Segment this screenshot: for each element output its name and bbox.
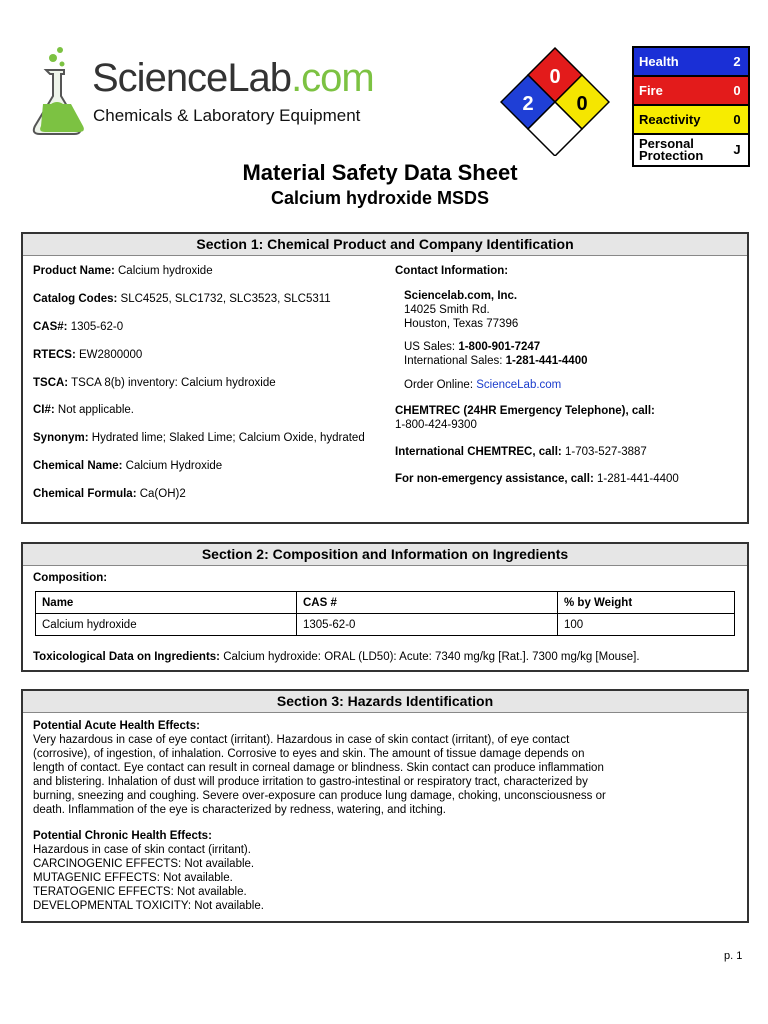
section-2 (21, 542, 749, 672)
product-name: Product Name: Calcium hydroxide (33, 265, 213, 277)
company-name: Sciencelab.com, Inc. (404, 290, 518, 302)
acute-effects-label: Potential Acute Health Effects: (33, 720, 200, 732)
nfpa-fire-value: 0 (549, 66, 561, 88)
column-header: % by Weight (558, 592, 735, 614)
hmis-ppe-label-1: Personal (639, 136, 694, 151)
table-cell: 100 (558, 614, 735, 636)
chemical-formula: Chemical Formula: Ca(OH)2 (33, 488, 186, 500)
section-1-right-column (395, 264, 740, 486)
synonym: Synonym: Hydrated lime; Slaked Lime; Calcium Oxide, hydrated (33, 432, 365, 444)
us-sales: US Sales: 1-800-901-7247 (404, 341, 541, 353)
composition-table (35, 591, 735, 636)
hmis-ppe-label-2: Protection (639, 148, 704, 163)
page-number: p. 1 (724, 950, 743, 962)
address-line-2: Houston, Texas 77396 (404, 318, 519, 330)
nfpa-diamond-icon (500, 46, 610, 156)
catalog-codes: Catalog Codes: SLC4525, SLC1732, SLC3523, SLC5311 (33, 293, 331, 305)
hmis-fire-value: 0 (733, 83, 741, 98)
hmis-reactivity-row (634, 106, 748, 135)
section-2-heading: Section 2: Composition and Information on Ingredients (23, 544, 747, 566)
chemtrec: CHEMTREC (24HR Emergency Telephone), call: 1-800-424-9300 (395, 405, 655, 431)
hmis-ppe-value: J (733, 142, 741, 157)
company-block (395, 289, 740, 392)
address-line-1: 14025 Smith Rd. (404, 304, 490, 316)
page-subtitle: Calcium hydroxide MSDS (270, 188, 490, 208)
logo-science: Science (92, 56, 228, 100)
logo-tagline: Chemicals & Laboratory Equipment (93, 106, 361, 125)
hmis-health-row (634, 48, 748, 77)
acute-effects-text: Very hazardous in case of eye contact (irritant). Hazardous in case of skin contact (irritant), of eye contact (corrosive), of ingestion, of inhalation. Corrosive to eyes and skin. The amount of tissue damage depends on length of contact. Eye contact can result in corneal damage or blindness. Skin contact can produce inflammation and blistering. Inhalation of dust will produce irritation to gastro-intestinal or respiratory tract, characterized by burning, sneezing and coughing. Severe over-exposure can produce lung damage, choking, unconsciousness or death. Inflammation of the eye is characterized by redness, watering, and itching. (33, 734, 606, 816)
section-1 (21, 232, 749, 524)
nfpa-reactivity-value: 0 (576, 93, 588, 115)
table-cell: 1305-62-0 (297, 614, 558, 636)
column-header: Name (36, 592, 297, 614)
toxicological-data: Toxicological Data on Ingredients: Calcium hydroxide: ORAL (LD50): Acute: 7340 mg/kg [Rat.]. 7300 mg/kg [Mouse]. (33, 651, 640, 663)
intl-chemtrec: International CHEMTREC, call: 1-703-527-3887 (395, 446, 647, 458)
chemical-name: Chemical Name: Calcium Hydroxide (33, 460, 223, 472)
hmis-fire-label: Fire (639, 83, 663, 98)
section-3 (21, 689, 749, 923)
non-emergency: For non-emergency assistance, call: 1-281-441-4400 (395, 473, 679, 485)
hmis-fire-row (634, 77, 748, 106)
section-1-heading: Section 1: Chemical Product and Company Identification (23, 234, 747, 256)
hmis-reactivity-label: Reactivity (639, 112, 701, 127)
logo-lab: Lab (227, 56, 292, 100)
logo-com: .com (291, 56, 374, 100)
hmis-health-label: Health (639, 54, 679, 69)
composition-label: Composition: (33, 572, 108, 584)
column-header: CAS # (297, 592, 558, 614)
hmis-health-value: 2 (733, 54, 741, 69)
nfpa-health-value: 2 (522, 93, 534, 115)
table-cell: Calcium hydroxide (36, 614, 297, 636)
cas-number: CAS#: 1305-62-0 (33, 321, 124, 333)
sciencelab-link[interactable]: ScienceLab.com (476, 379, 562, 391)
section-3-body (33, 719, 743, 913)
chronic-effects-text: Hazardous in case of skin contact (irritant). CARCINOGENIC EFFECTS: Not available. MUTAGENIC EFFECTS: Not available. TERATOGENIC EFFECTS: Not available. DEVELOPMENTAL TOXICITY: Not available. (33, 844, 264, 912)
rtecs: RTECS: EW2800000 (33, 349, 143, 361)
flask-icon (22, 44, 92, 140)
hmis-label (632, 46, 750, 167)
tsca: TSCA: TSCA 8(b) inventory: Calcium hydroxide (33, 377, 276, 389)
table-header-row (36, 592, 735, 614)
hmis-ppe-label (634, 138, 726, 162)
page-title: Material Safety Data Sheet (242, 160, 518, 185)
hmis-reactivity-value: 0 (733, 112, 741, 127)
contact-information-label: Contact Information: (395, 265, 509, 277)
order-online: Order Online: ScienceLab.com (404, 379, 562, 391)
table-row (36, 614, 735, 636)
ci-number: CI#: Not applicable. (33, 404, 135, 416)
section-3-heading: Section 3: Hazards Identification (23, 691, 747, 713)
intl-sales: International Sales: 1-281-441-4400 (404, 355, 588, 367)
chronic-effects-label: Potential Chronic Health Effects: (33, 830, 212, 842)
section-1-left-column (33, 264, 383, 501)
